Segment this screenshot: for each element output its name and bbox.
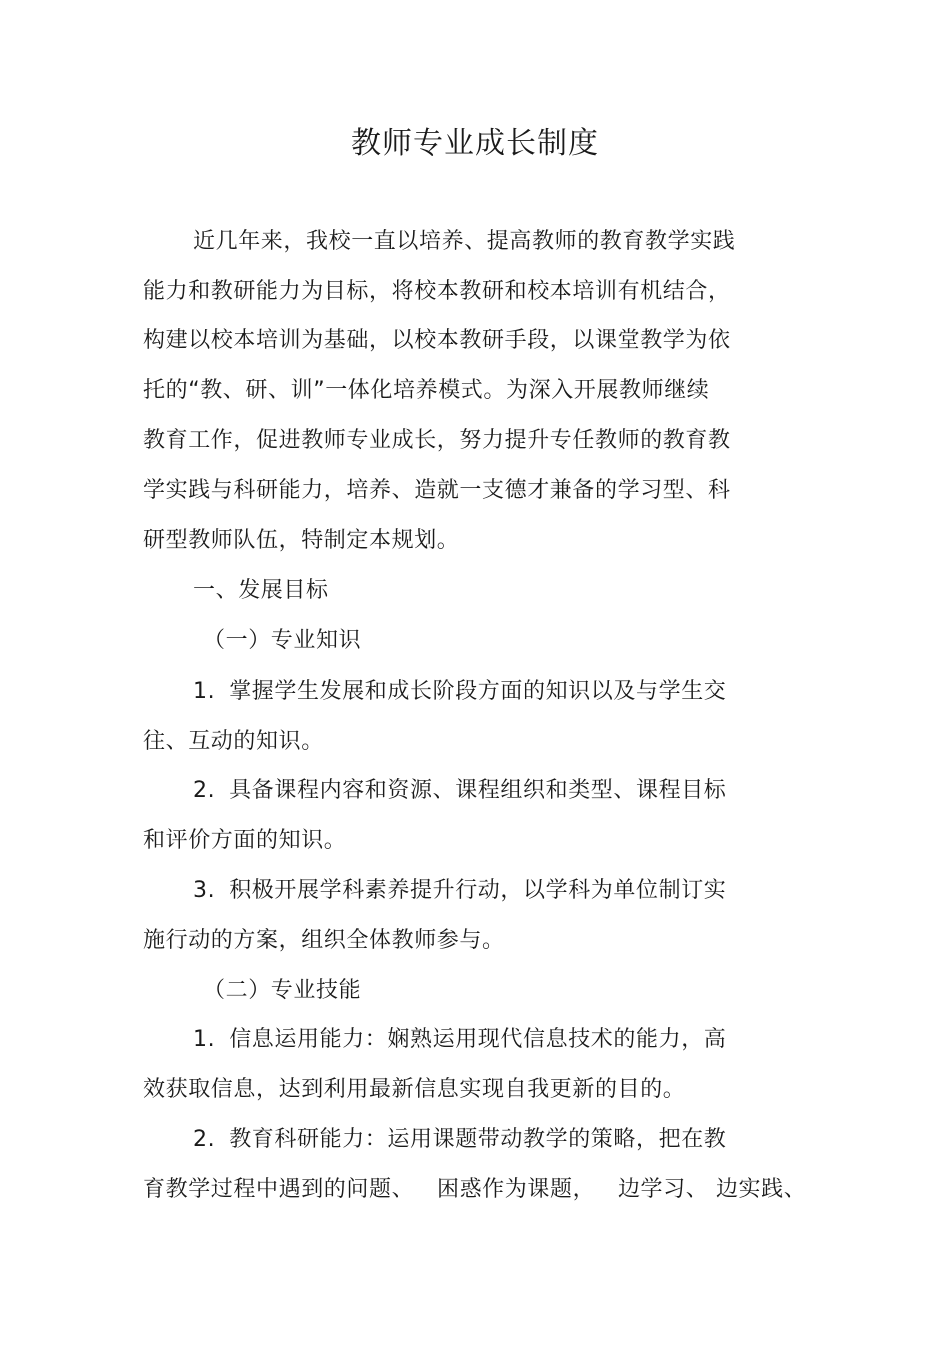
- list-item: [193, 876, 853, 906]
- list-item: [193, 1025, 853, 1055]
- paragraph-line: 构建以校本培训为基础，以校本教研手段，以课堂教学为依: [143, 328, 731, 353]
- list-number: 1.: [193, 1027, 216, 1052]
- paragraph-line: 和评价方面的知识。: [143, 828, 347, 853]
- list-number: 2.: [193, 1127, 216, 1152]
- list-item-text: 信息运用能力：娴熟运用现代信息技术的能力，高: [229, 1027, 727, 1052]
- paragraph-line: 近几年来，我校一直以培养、提高教师的教育教学实践: [193, 229, 736, 254]
- list-item-text: 积极开展学科素养提升行动，以学科为单位制订实: [229, 878, 727, 903]
- section-heading: 一、发展目标: [193, 578, 329, 603]
- paragraph-line: 学实践与科研能力，培养、造就一支德才兼备的学习型、科: [143, 478, 731, 503]
- paragraph-line: 教育工作，促进教师专业成长，努力提升专任教师的教育教: [143, 428, 731, 453]
- paragraph-line: 研型教师队伍，特制定本规划。: [143, 528, 460, 553]
- list-number: 2.: [193, 778, 216, 803]
- list-number: 1.: [193, 679, 216, 704]
- paragraph-line: 效获取信息，达到利用最新信息实现自我更新的目的。: [143, 1077, 686, 1102]
- list-item-text: 具备课程内容和资源、课程组织和类型、课程目标: [229, 778, 727, 803]
- subsection-heading: （一）专业知识: [203, 628, 362, 653]
- paragraph-line: 能力和教研能力为目标，将校本教研和校本培训有机结合，: [143, 279, 731, 304]
- paragraph-line: 往、互动的知识。: [143, 729, 324, 754]
- list-item: [193, 677, 853, 707]
- paragraph-line: 托的“教、研、训”一体化培养模式。为深入开展教师继续: [143, 378, 710, 403]
- list-item: [193, 776, 853, 806]
- paragraph-line: 施行动的方案，组织全体教师参与。: [143, 928, 505, 953]
- list-item-text: 教育科研能力：运用课题带动教学的策略，把在教: [229, 1127, 727, 1152]
- paragraph-line: 育教学过程中遇到的问题、 困惑作为课题， 边学习、 边实践、: [143, 1177, 807, 1202]
- subsection-heading: （二）专业技能: [203, 978, 362, 1003]
- page-title: 教师专业成长制度: [351, 126, 599, 161]
- list-item-text: 掌握学生发展和成长阶段方面的知识以及与学生交: [229, 679, 727, 704]
- list-number: 3.: [193, 878, 216, 903]
- list-item: [193, 1125, 853, 1155]
